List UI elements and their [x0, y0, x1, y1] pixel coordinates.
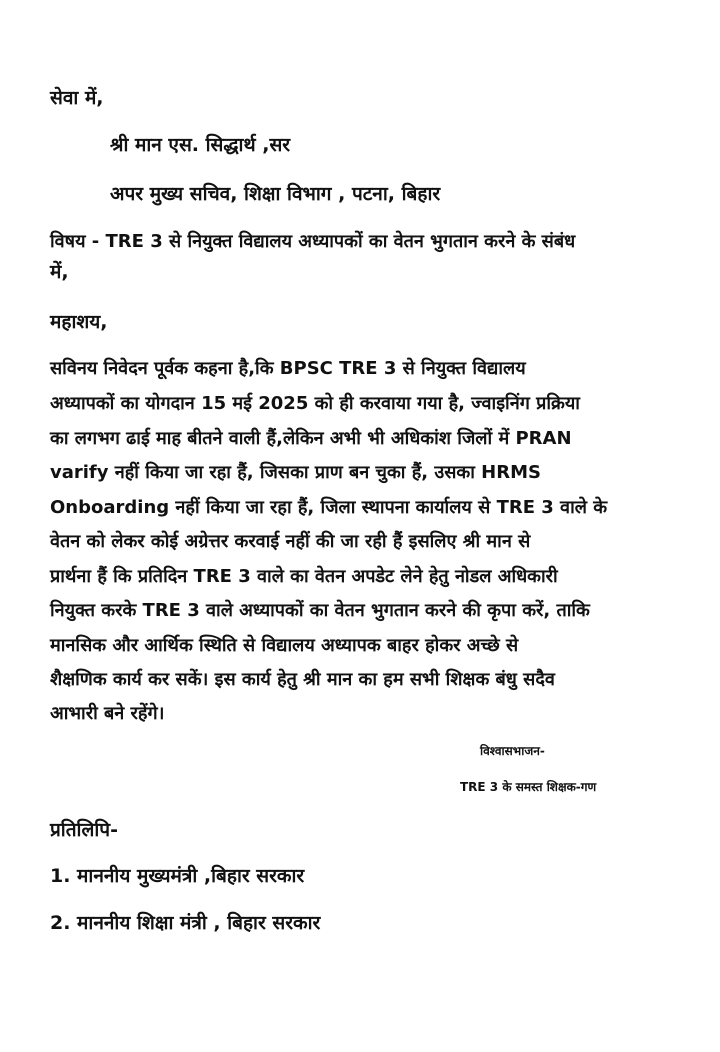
body-line: मानसिक और आर्थिक स्थिति से विद्यालय अध्यापक बाहर होकर अच्छे से	[50, 635, 519, 656]
closing: विश्वासभाजन-	[480, 744, 545, 758]
copy-item: 1. माननीय मुख्यमंत्री ,बिहार सरकार	[50, 865, 305, 887]
subject-line-1: विषय - TRE 3 से नियुक्त विद्यालय अध्यापकों का वेतन भुगतान करने के संबंध	[50, 231, 576, 252]
subject-line-2: में,	[50, 261, 69, 283]
copy-item: 2. माननीय शिक्षा मंत्री , बिहार सरकार	[50, 912, 321, 934]
body-line: सविनय निवेदन पूर्वक कहना है,कि BPSC TRE 3 से नियुक्त विद्यालय	[50, 358, 526, 379]
body-line: वेतन को लेकर कोई अग्रेत्तर करवाई नहीं की जा रही हैं इसलिए श्री मान से	[50, 531, 531, 552]
copy-heading: प्रतिलिपि-	[50, 819, 118, 841]
body-line: शैक्षणिक कार्य कर सकें। इस कार्य हेतु श्री मान का हम सभी शिक्षक बंधु सदैव	[50, 669, 555, 690]
salutation-to: सेवा में,	[50, 87, 104, 109]
body-line: का लगभग ढाई माह बीतने वाली हैं,लेकिन अभी भी अधिकांश जिलों में PRAN	[50, 428, 572, 449]
signatory: TRE 3 के समस्त शिक्षक-गण	[460, 780, 597, 794]
body-line: varify नहीं किया जा रहा हैं, जिसका प्राण बन चुका हैं, उसका HRMS	[50, 462, 541, 483]
body-line: Onboarding नहीं किया जा रहा हैं, जिला स्थापना कार्यालय से TRE 3 वाले के	[50, 497, 608, 518]
recipient-name: श्री मान एस. सिद्धार्थ ,सर	[110, 134, 291, 156]
body-line: आभारी बने रहेंगे।	[50, 703, 165, 724]
recipient-designation: अपर मुख्य सचिव, शिक्षा विभाग , पटना, बिहार	[110, 183, 441, 205]
body-line: अध्यापकों का योगदान 15 मई 2025 को ही करवाया गया है, ज्वाइनिंग प्रक्रिया	[50, 393, 580, 414]
body-line: प्रार्थना हैं कि प्रतिदिन TRE 3 वाले का वेतन अपडेट लेने हेतु नोडल अधिकारी	[50, 566, 558, 587]
greeting: महाशय,	[50, 311, 108, 333]
body-line: नियुक्त करके TRE 3 वाले अध्यापकों का वेतन भुगतान करने की कृपा करें, ताकि	[50, 600, 590, 621]
